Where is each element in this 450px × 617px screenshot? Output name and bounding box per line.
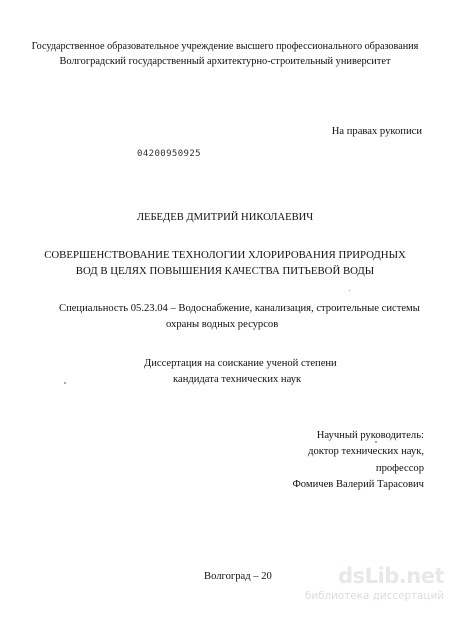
- place-and-year: Волгоград – 20: [204, 571, 272, 582]
- author-name: ЛЕБЕДЕВ ДМИТРИЙ НИКОЛАЕВИЧ: [136, 212, 314, 223]
- degree-line-2: кандидата технических наук: [173, 374, 302, 385]
- watermark-brand: dsLib.net: [338, 564, 444, 588]
- scan-speck: [64, 382, 66, 384]
- supervisor-degree: доктор технических наук,: [308, 446, 424, 457]
- scan-speck: [349, 290, 350, 291]
- manuscript-rights: На правах рукописи: [331, 126, 422, 137]
- specialty-line-1: Специальность 05.23.04 – Водоснабжение, канализация, строительные системы: [59, 303, 420, 314]
- supervisor-rank: профессор: [375, 463, 424, 474]
- scan-speck: [375, 441, 377, 443]
- institution-line-1: Государственное образовательное учреждение высшего профессионального образования: [31, 41, 419, 52]
- thesis-title-line-1: СОВЕРШЕНСТВОВАНИЕ ТЕХНОЛОГИИ ХЛОРИРОВАНИЯ ПРИРОДНЫХ: [44, 249, 406, 261]
- watermark-tagline: библиотека диссертаций: [304, 590, 444, 602]
- supervisor-label: Научный руководитель:: [316, 430, 424, 441]
- specialty-line-2: охраны водных ресурсов: [166, 319, 279, 330]
- watermark-logo: [304, 564, 447, 608]
- thesis-title-line-2: ВОД В ЦЕЛЯХ ПОВЫШЕНИЯ КАЧЕСТВА ПИТЬЕВОЙ ВОДЫ: [75, 265, 375, 277]
- catalog-number: 04200950925: [137, 149, 202, 159]
- supervisor-name: Фомичев Валерий Тарасович: [292, 479, 424, 490]
- degree-line-1: Диссертация на соискание ученой степени: [144, 358, 337, 369]
- institution-line-2: Волгоградский государственный архитектурно-строительный университет: [59, 56, 391, 67]
